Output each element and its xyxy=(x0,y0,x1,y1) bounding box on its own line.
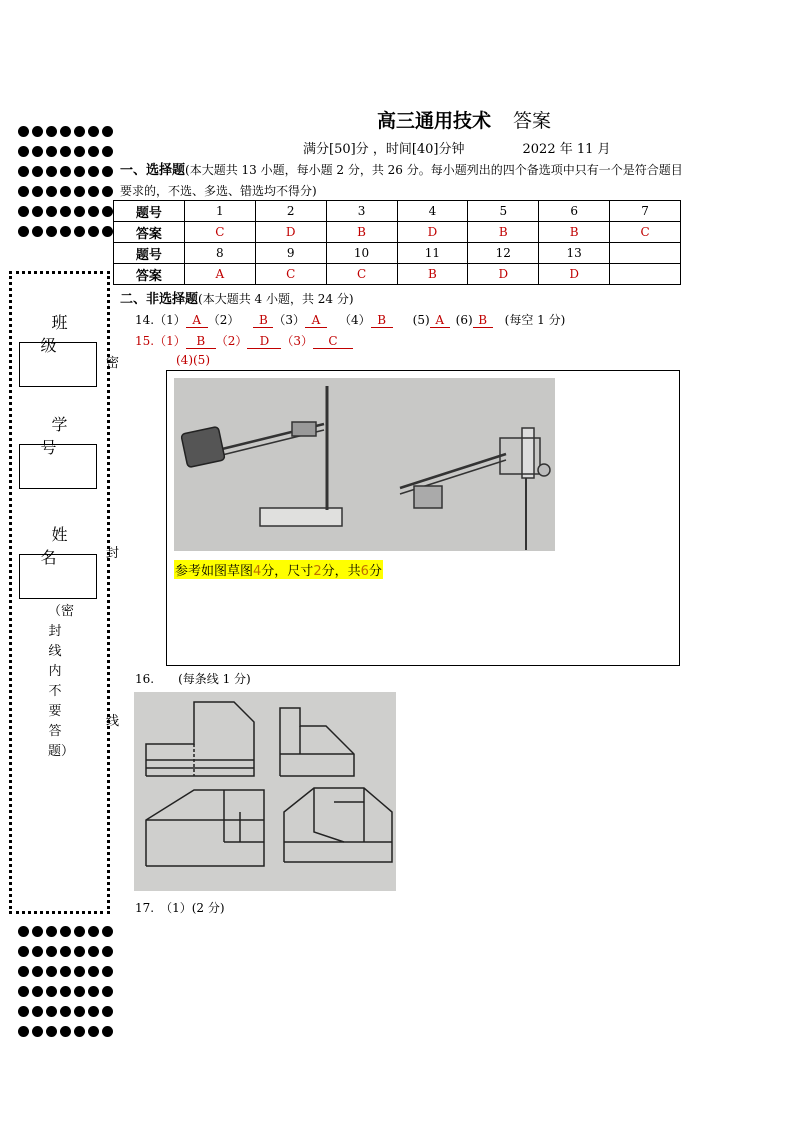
binding-dot xyxy=(88,946,99,957)
binding-dot xyxy=(18,1006,29,1017)
binding-dot xyxy=(102,1006,113,1017)
answer-cell: A xyxy=(184,264,255,285)
binding-dot xyxy=(32,926,43,937)
binding-dot xyxy=(88,1006,99,1017)
title-text: 高三通用技术 xyxy=(377,110,492,132)
binding-dot xyxy=(32,226,43,237)
row-label: 题号 xyxy=(114,201,185,222)
answer-cell xyxy=(610,264,681,285)
answer-cell: B xyxy=(468,222,539,243)
binding-dot xyxy=(18,166,29,177)
binding-dot xyxy=(102,1026,113,1037)
q14-answer-4: B xyxy=(371,313,393,328)
binding-dot xyxy=(102,186,113,197)
binding-dot xyxy=(74,926,85,937)
q14-label-4: （4） xyxy=(339,313,371,327)
binding-dot xyxy=(88,986,99,997)
q15-answer-2: D xyxy=(247,334,281,349)
binding-dot xyxy=(60,926,71,937)
title-suffix: 答案 xyxy=(513,110,552,132)
binding-dot xyxy=(18,966,29,977)
question-17 xyxy=(135,899,225,916)
binding-dot xyxy=(74,986,85,997)
binding-dot xyxy=(60,966,71,977)
question-number: 1 xyxy=(184,201,255,222)
binding-dot xyxy=(74,1006,85,1017)
three-view-drawing xyxy=(134,692,396,891)
binding-dot xyxy=(74,226,85,237)
student-id-field[interactable] xyxy=(19,444,97,489)
question-number: 11 xyxy=(397,243,468,264)
hl-text-c: 分，共 xyxy=(321,564,361,579)
q14-prefix: 14.（1） xyxy=(135,313,186,327)
question-16 xyxy=(135,670,251,687)
answer-cell: C xyxy=(610,222,681,243)
table-row xyxy=(114,222,681,243)
binding-dot xyxy=(46,146,57,157)
answer-cell: D xyxy=(539,264,610,285)
binding-dot xyxy=(46,1026,57,1037)
binding-dot xyxy=(18,206,29,217)
binding-dot xyxy=(88,186,99,197)
answer-cell: B xyxy=(326,222,397,243)
binding-dot xyxy=(46,1006,57,1017)
hl-text-b: 分，尺寸 xyxy=(261,564,314,579)
q14-answer-5: A xyxy=(430,313,450,328)
q14-note: (每空 1 分) xyxy=(504,313,566,327)
row-label: 答案 xyxy=(114,264,185,285)
binding-dot xyxy=(60,186,71,197)
section2-title: 二、非选择题 xyxy=(120,292,199,307)
binding-dot xyxy=(60,226,71,237)
binding-dot xyxy=(46,986,57,997)
binding-dot xyxy=(46,166,57,177)
binding-dot xyxy=(60,946,71,957)
binding-dot xyxy=(102,146,113,157)
binding-dot xyxy=(60,1006,71,1017)
answer-cell: B xyxy=(397,264,468,285)
binding-dots-bottom xyxy=(18,926,114,1037)
section1-title: 一、选择题 xyxy=(120,163,186,178)
hl-score-total: 6 xyxy=(360,564,369,579)
binding-dot xyxy=(46,946,57,957)
binding-dot xyxy=(74,166,85,177)
seal-char-2: 封 xyxy=(106,546,120,561)
binding-dot xyxy=(102,226,113,237)
binding-dot xyxy=(102,946,113,957)
q14-answer-1: A xyxy=(186,313,208,328)
seal-note: （密封线内不要答题） xyxy=(48,604,75,759)
binding-dot xyxy=(46,206,57,217)
question-number: 8 xyxy=(184,243,255,264)
binding-dot xyxy=(74,1026,85,1037)
stand-clamp-sketch xyxy=(174,378,555,551)
binding-dot xyxy=(32,1006,43,1017)
question-number: 4 xyxy=(397,201,468,222)
binding-dot xyxy=(32,146,43,157)
binding-dot xyxy=(60,166,71,177)
binding-dot xyxy=(18,1026,29,1037)
class-field[interactable] xyxy=(19,342,97,387)
q15-label-3: （3） xyxy=(281,334,314,348)
binding-dot xyxy=(74,966,85,977)
exam-info xyxy=(303,138,611,157)
hl-text-d: 分 xyxy=(368,564,382,579)
question-number: 3 xyxy=(326,201,397,222)
binding-dot xyxy=(74,206,85,217)
row-label: 答案 xyxy=(114,222,185,243)
binding-dot xyxy=(46,126,57,137)
binding-dot xyxy=(32,1026,43,1037)
question-number: 5 xyxy=(468,201,539,222)
binding-dot xyxy=(32,986,43,997)
answer-cell: C xyxy=(255,264,326,285)
binding-dot xyxy=(88,206,99,217)
q15-answer-1: B xyxy=(186,334,216,349)
section2-heading xyxy=(120,288,354,307)
answer-cell: B xyxy=(539,222,610,243)
q14-answer-2: B xyxy=(253,313,273,328)
q16-views-photo xyxy=(134,692,396,891)
table-row xyxy=(114,201,681,222)
binding-dot xyxy=(60,986,71,997)
section1-heading xyxy=(120,160,690,201)
binding-dot xyxy=(32,126,43,137)
binding-dot xyxy=(60,146,71,157)
binding-dot xyxy=(18,146,29,157)
binding-dot xyxy=(88,226,99,237)
student-id-label: 学 号 xyxy=(40,415,90,457)
score-time: 满分[50]分 ，时间[40]分钟 xyxy=(303,142,465,157)
q17-note: （1）(2 分) xyxy=(160,901,225,915)
hl-score-a: 4 xyxy=(253,564,262,579)
q15-line2: (4)(5) xyxy=(176,353,210,367)
question-number: 6 xyxy=(539,201,610,222)
binding-dot xyxy=(88,1026,99,1037)
question-number: 10 xyxy=(326,243,397,264)
q15-scoring-note xyxy=(174,560,383,579)
answer-table xyxy=(113,200,681,285)
binding-dot xyxy=(18,126,29,137)
binding-dot xyxy=(102,166,113,177)
q14-label-2: （2） xyxy=(207,313,240,327)
q14-label-5: (5) xyxy=(412,313,430,327)
binding-dot xyxy=(18,226,29,237)
binding-dot xyxy=(102,966,113,977)
binding-strip xyxy=(9,271,110,914)
q17-number: 17. xyxy=(135,901,155,915)
binding-dot xyxy=(46,226,57,237)
question-number: 13 xyxy=(539,243,610,264)
class-label: 班 级 xyxy=(40,313,90,355)
binding-dot xyxy=(102,126,113,137)
binding-dot xyxy=(46,926,57,937)
binding-dot xyxy=(74,186,85,197)
table-row xyxy=(114,264,681,285)
question-number: 12 xyxy=(468,243,539,264)
binding-dot xyxy=(32,166,43,177)
answer-cell: C xyxy=(326,264,397,285)
question-number xyxy=(610,243,681,264)
question-number: 2 xyxy=(255,201,326,222)
binding-dot xyxy=(88,126,99,137)
hl-text-a: 参考如图草图 xyxy=(175,564,254,579)
q16-number: 16. xyxy=(135,672,155,686)
binding-dot xyxy=(74,146,85,157)
name-field[interactable] xyxy=(19,554,97,599)
question-15 xyxy=(135,332,353,349)
q14-label-3: （3） xyxy=(273,313,306,327)
binding-dot xyxy=(102,206,113,217)
hl-score-b: 2 xyxy=(313,564,322,579)
q15-sketch-photo xyxy=(174,378,555,551)
section1-desc: (本大题共 13 小题，每小题 2 分，共 26 分。每小题列出的四个备选项中只有一个是符合题目要求的，不选、多选、错选均不得分) xyxy=(120,163,683,198)
binding-dots-top xyxy=(18,126,114,237)
answer-cell: D xyxy=(397,222,468,243)
binding-dot xyxy=(32,966,43,977)
binding-dot xyxy=(88,966,99,977)
section2-desc: (本大题共 4 小题，共 24 分) xyxy=(198,292,354,306)
table-row xyxy=(114,243,681,264)
binding-dot xyxy=(32,946,43,957)
binding-dot xyxy=(74,126,85,137)
binding-dot xyxy=(60,126,71,137)
binding-dot xyxy=(18,926,29,937)
question-14 xyxy=(135,311,565,328)
binding-dot xyxy=(60,1026,71,1037)
q14-answer-3: A xyxy=(305,313,327,328)
binding-dot xyxy=(18,946,29,957)
question-number: 9 xyxy=(255,243,326,264)
exam-date: 2022 年 11 月 xyxy=(522,142,611,157)
q15-prefix: 15.（1） xyxy=(135,334,186,348)
binding-dot xyxy=(102,986,113,997)
q14-label-6: (6) xyxy=(455,313,473,327)
binding-dot xyxy=(88,926,99,937)
name-label: 姓 名 xyxy=(40,525,90,567)
seal-char-1: 密 xyxy=(106,356,120,371)
binding-dot xyxy=(32,206,43,217)
binding-dot xyxy=(74,946,85,957)
binding-dot xyxy=(88,166,99,177)
q14-answer-6: B xyxy=(473,313,493,328)
page-title xyxy=(377,106,551,133)
row-label: 题号 xyxy=(114,243,185,264)
q16-note: (每条线 1 分) xyxy=(178,672,251,686)
binding-dot xyxy=(60,206,71,217)
binding-dot xyxy=(88,146,99,157)
answer-cell: D xyxy=(255,222,326,243)
seal-char-3: 线 xyxy=(106,714,120,729)
answer-cell: D xyxy=(468,264,539,285)
binding-dot xyxy=(102,926,113,937)
binding-dot xyxy=(18,986,29,997)
binding-dot xyxy=(46,966,57,977)
question-number: 7 xyxy=(610,201,681,222)
binding-dot xyxy=(46,186,57,197)
q15-label-2: （2） xyxy=(215,334,248,348)
binding-dot xyxy=(18,186,29,197)
binding-dot xyxy=(32,186,43,197)
answer-cell: C xyxy=(184,222,255,243)
q15-answer-3: C xyxy=(313,334,353,349)
